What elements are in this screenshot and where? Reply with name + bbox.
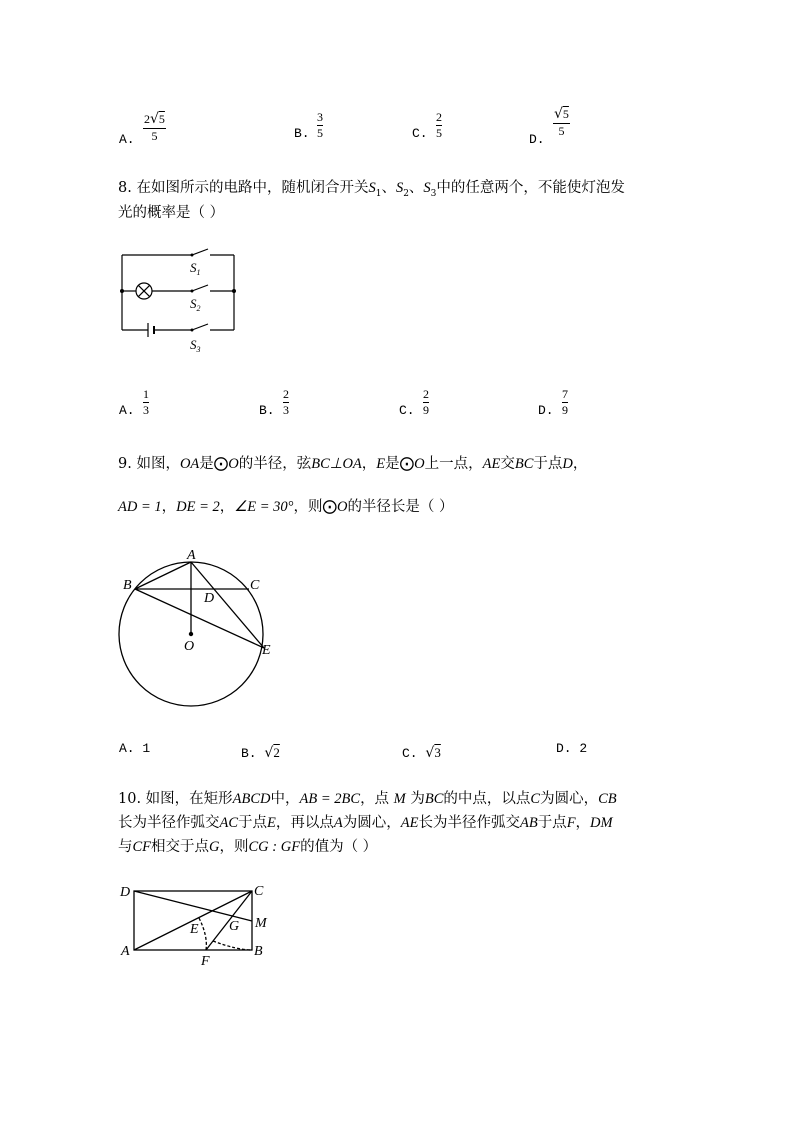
q8-label-s3: $S_3$ [190, 337, 201, 354]
q10-label-m: M [255, 916, 267, 931]
q8-stem-line1: 8. 在如图所示的电路中，随机闭合开关$S_1$、$S_2$、$S_3$中的任意两个，不能使灯泡发 [118, 180, 625, 199]
q8-circuit-diagram [110, 245, 250, 360]
q10-label-g: G [229, 919, 240, 934]
q9-label-o: O [184, 639, 195, 654]
q8-option-b-value: 2 3 [283, 387, 289, 417]
q9-label-e: E [262, 643, 271, 658]
q8-option-d-value: 7 9 [562, 387, 568, 417]
q9-stem-line1: 9. 如图，OA是⨀O的半径，弦BC⊥OA，E是⨀O上一点，AE交BC于点D， [118, 456, 588, 472]
q7-options [0, 0, 794, 160]
q8-label-s1: $S_1$ [190, 260, 201, 277]
q7-option-a-letter: A. [119, 132, 135, 147]
q9-label-a: A [187, 548, 196, 563]
q7-option-c-value: 2 5 [436, 110, 442, 140]
q10-label-c: C [254, 884, 264, 899]
q9-option-c: C. √3 [402, 745, 441, 761]
q9-stem-line2: AD = 1，DE = 2，∠E = 30°，则⨀O的半径长是（ ） [118, 499, 454, 515]
q10-label-a: A [121, 944, 130, 959]
q7-option-b-letter: B. [294, 126, 310, 141]
q8-option-c-letter: C. [399, 403, 415, 418]
q7-option-d-value: √5 5 [554, 106, 569, 138]
q7-option-c-letter: C. [412, 126, 428, 141]
q8-option-a-value: 1 3 [143, 387, 149, 417]
q9-option-b: B. √2 [241, 745, 280, 761]
q8-label-s2: $S_2$ [190, 296, 201, 313]
q10-stem-line2: 长为半径作弧交AC于点E，再以点A为圆心，AE长为半径作弧交AB于点F，DM [118, 815, 613, 831]
q10-stem-line1: 10. 如图，在矩形ABCD中，AB = 2BC，点 M 为BC的中点，以点C为圆心，CB [118, 791, 617, 807]
q9-label-c: C [250, 578, 260, 593]
q9-label-b: B [123, 578, 132, 593]
q9-option-a: A. 1 [119, 741, 151, 756]
q10-stem-line3: 与CF相交于点G，则CG : GF的值为（ ） [118, 839, 378, 855]
q10-label-d: D [120, 885, 131, 900]
q8-option-c-value: 2 9 [423, 387, 429, 417]
q9-circle-diagram [110, 540, 290, 710]
q10-label-e: E [190, 922, 199, 937]
q8-option-d-letter: D. [538, 403, 554, 418]
q8-option-a-letter: A. [119, 403, 135, 418]
q8-option-b-letter: B. [259, 403, 275, 418]
q10-label-b: B [254, 944, 263, 959]
q8-stem-line2: 光的概率是（ ） [118, 205, 225, 221]
q10-label-f: F [201, 954, 210, 969]
q7-option-d-letter: D. [529, 132, 545, 147]
q7-option-b-value: 3 5 [317, 110, 323, 140]
q9-label-d: D [204, 591, 215, 606]
q10-rectangle-diagram [112, 878, 282, 970]
q7-option-a-value: 2√5 5 [144, 111, 165, 143]
q9-option-d: D. 2 [556, 741, 588, 756]
